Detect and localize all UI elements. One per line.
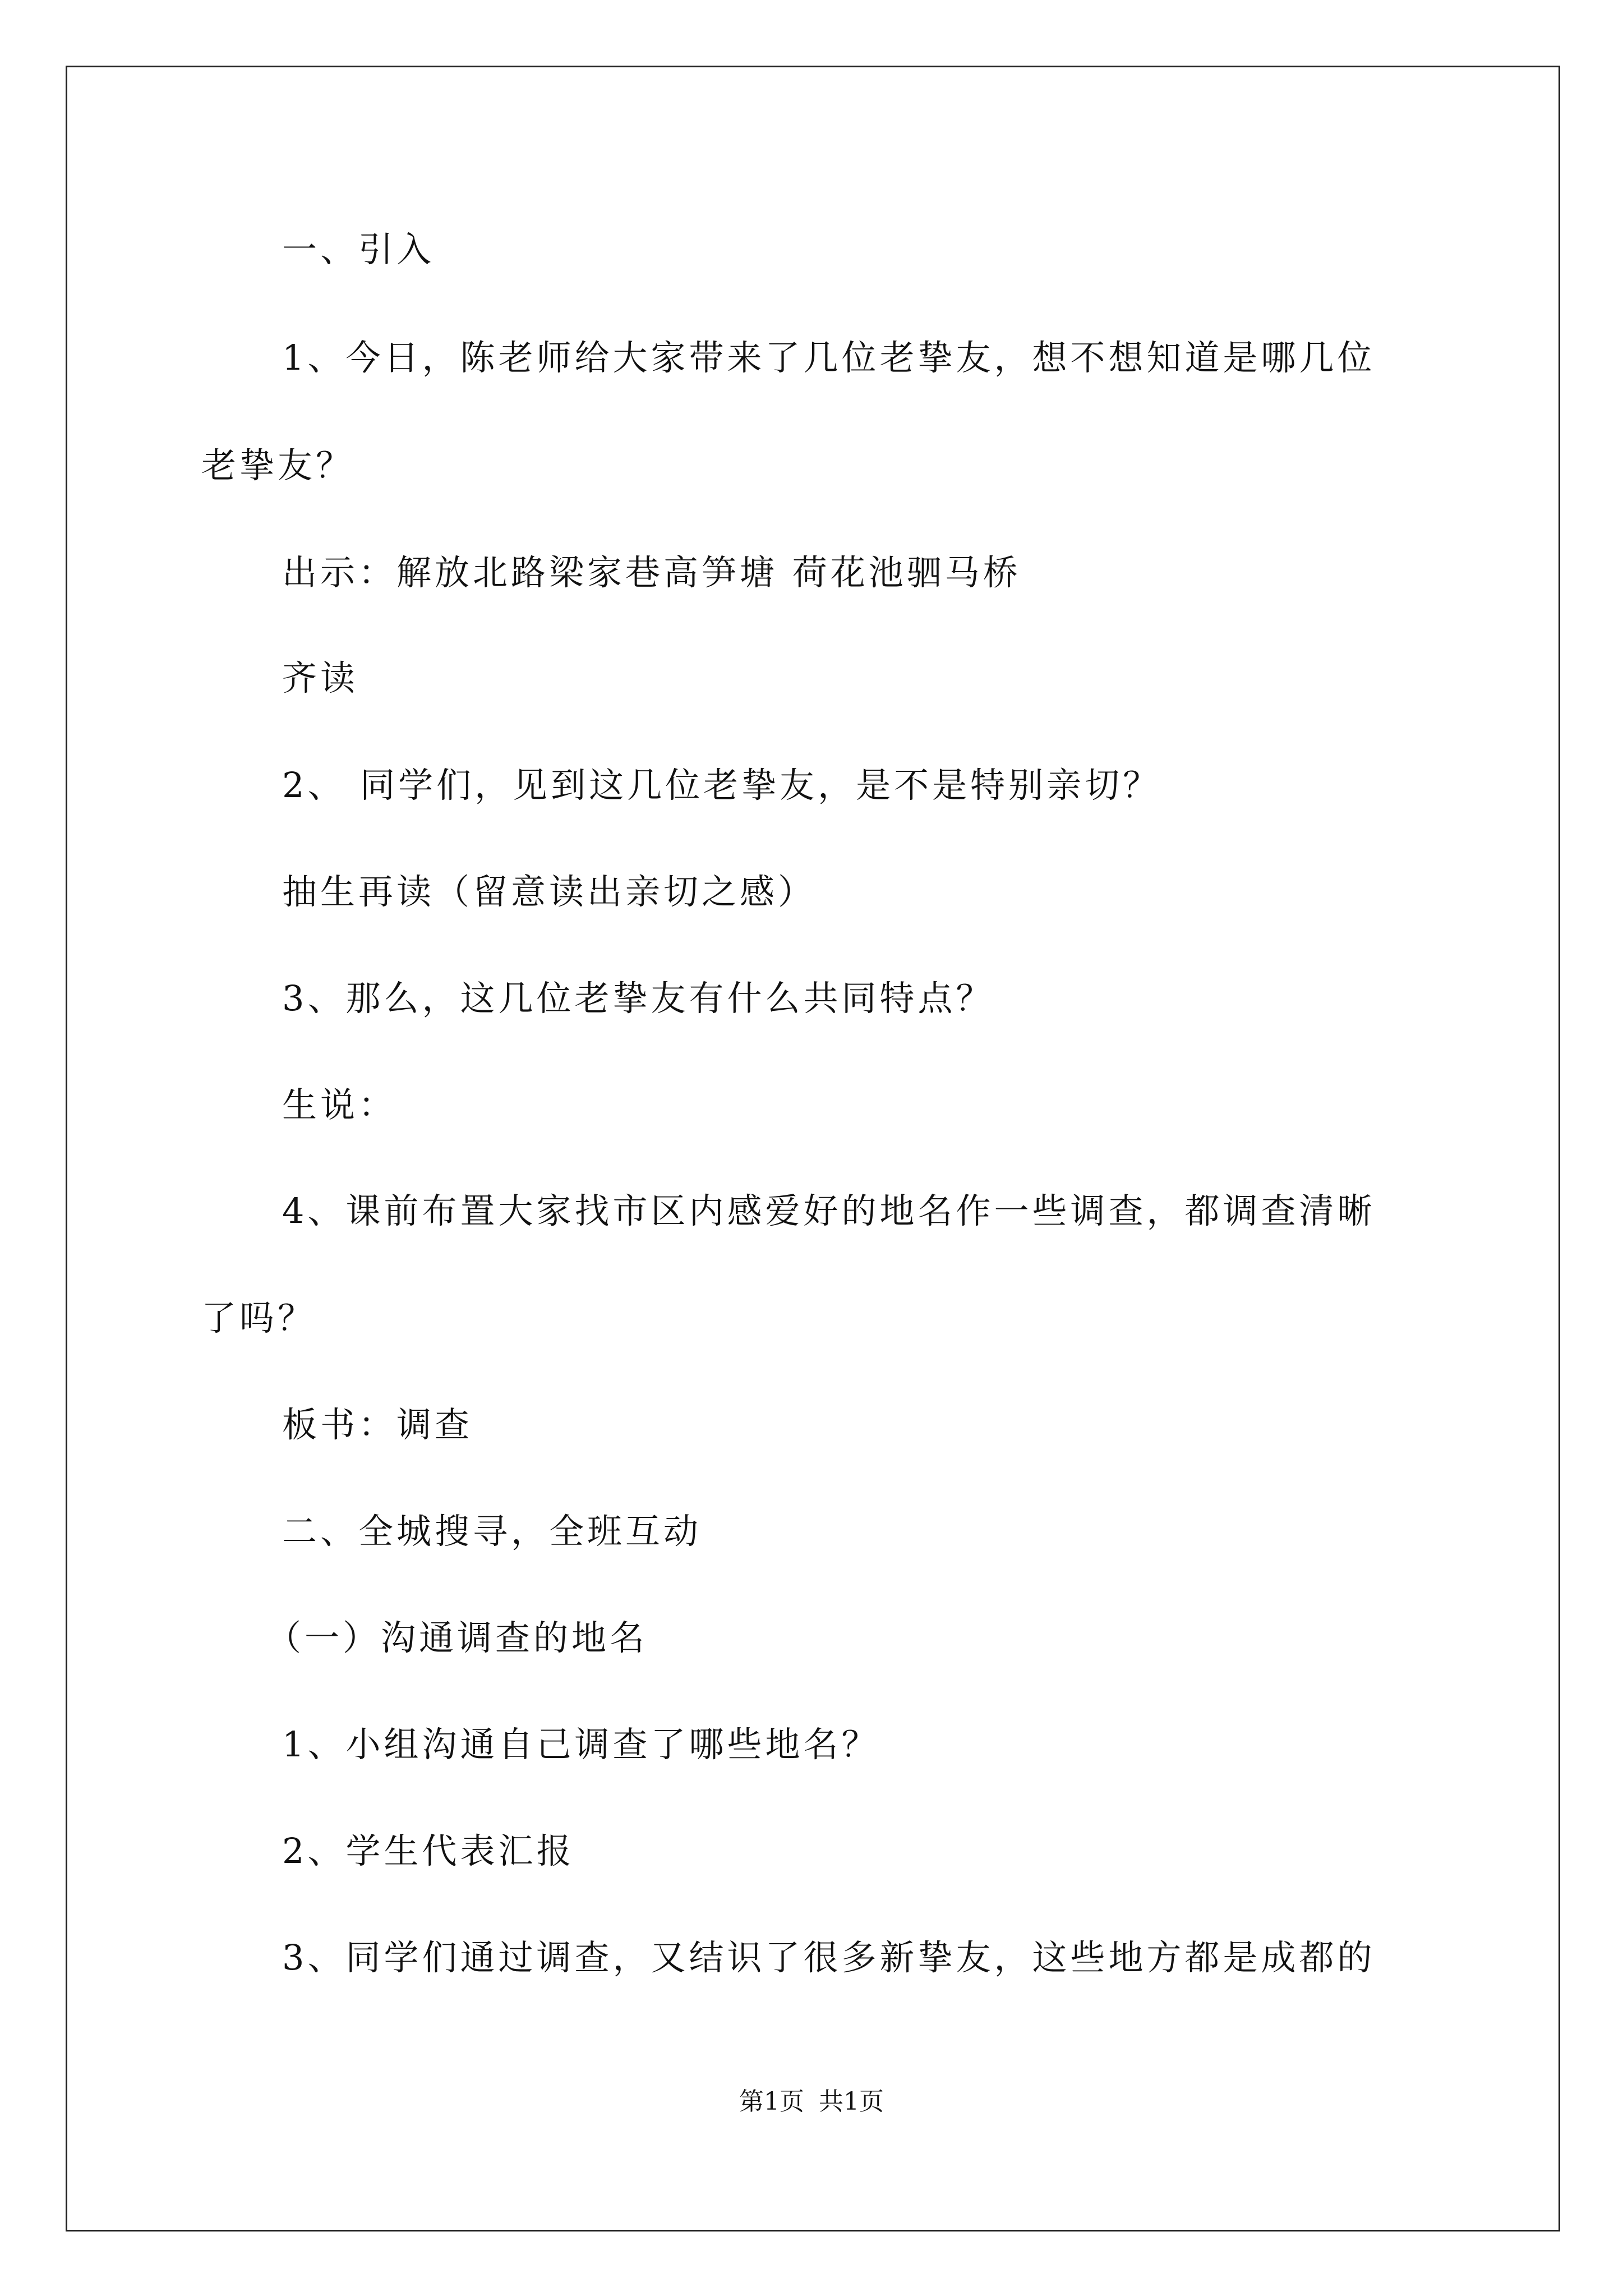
paragraph-line: 了吗？: [201, 1297, 316, 1338]
paragraph-line: 板书：调查: [282, 1404, 473, 1445]
paragraph-line: 生说：: [282, 1084, 397, 1125]
paragraph-line: 老挚友？: [201, 445, 354, 486]
paragraph-line: 齐读: [282, 657, 359, 698]
page-footer: [0, 2085, 1623, 2119]
paragraph-line: 出示：解放北路梁家巷高笋塘 荷花池驷马桥: [282, 552, 1021, 593]
paragraph-line: 1、小组沟通自己调查了哪些地名？: [282, 1724, 880, 1765]
paragraph-line: 4、课前布置大家找市区内感爱好的地名作一些调查，都调查清晰: [282, 1190, 1376, 1231]
paragraph-line: 抽生再读（留意读出亲切之感）: [282, 871, 817, 912]
heading-introduction: 一、引入: [282, 229, 435, 270]
paragraph-line: 2、学生代表汇报: [282, 1830, 575, 1871]
paragraph-line: 1、今日，陈老师给大家带来了几位老挚友，想不想知道是哪几位: [282, 337, 1376, 378]
page-total: 共1页: [819, 2087, 884, 2116]
subheading: （一）沟通调查的地名: [266, 1617, 648, 1658]
paragraph-line: 3、那么，这几位老挚友有什么共同特点？: [282, 978, 994, 1019]
paragraph-line: 2、 同学们，见到这几位老挚友，是不是特别亲切？: [282, 765, 1161, 806]
heading-section-two: 二、全城搜寻，全班互动: [282, 1511, 702, 1552]
page-number: 第1页: [739, 2087, 804, 2116]
paragraph-line: 3、同学们通过调查，又结识了很多新挚友，这些地方都是成都的: [282, 1937, 1376, 1978]
page-border: [66, 66, 1560, 2231]
